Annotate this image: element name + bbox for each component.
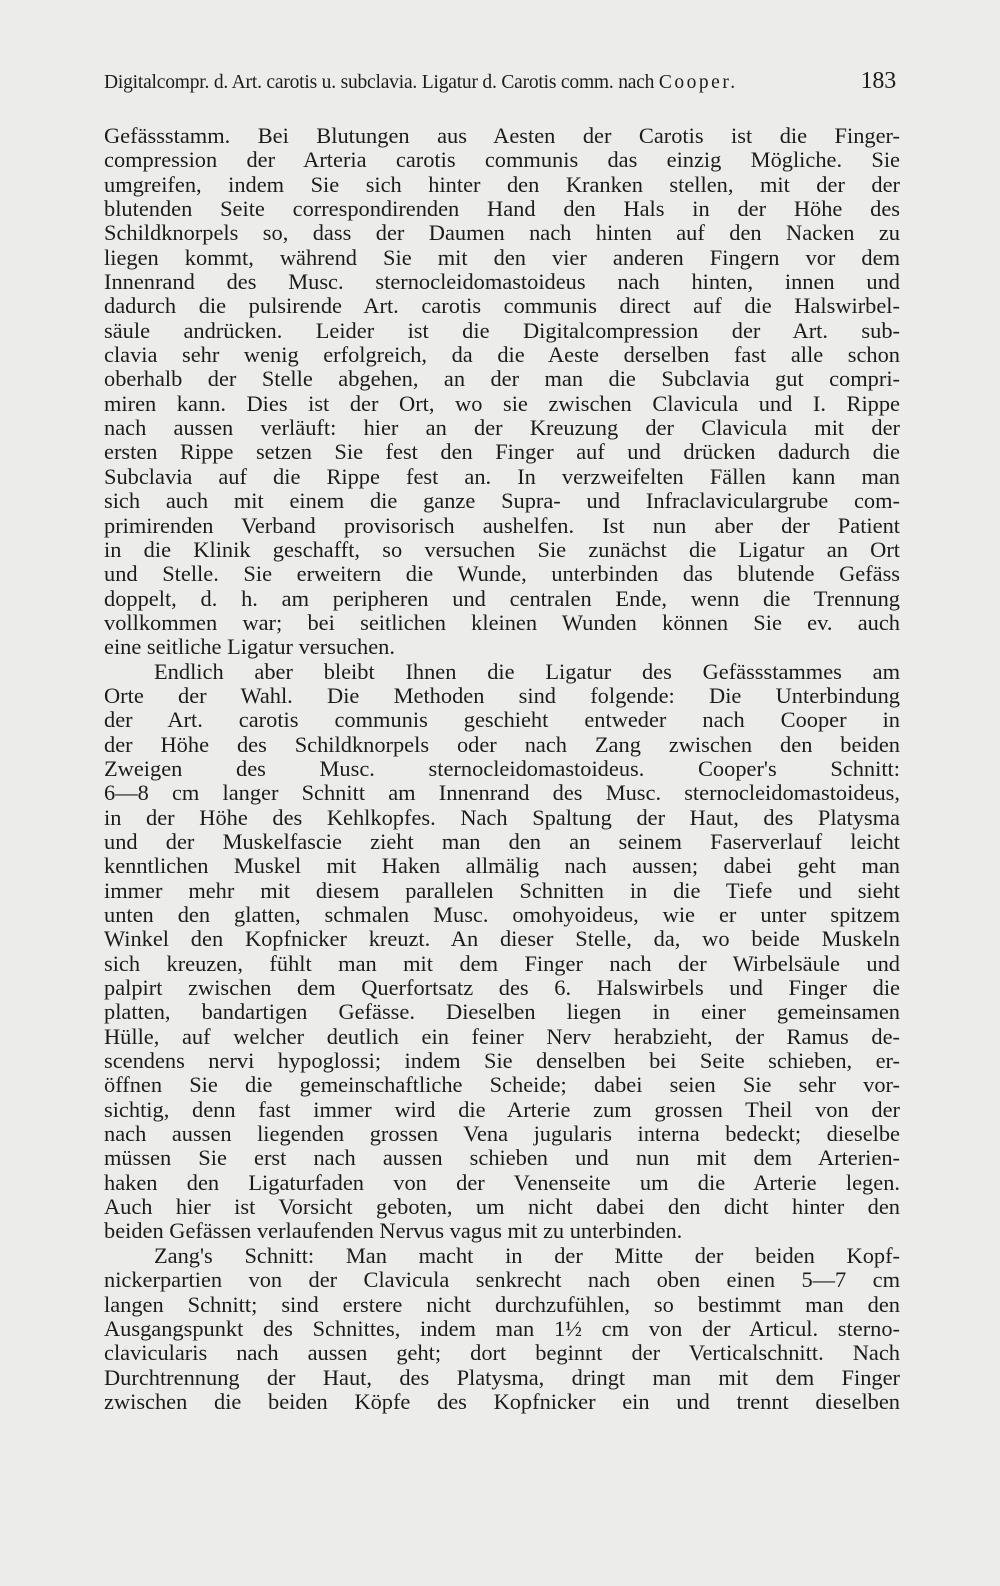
text-line: und der Muskelfascie zieht man den an seinem Faserverlauf leicht	[104, 829, 900, 854]
text-line: platten, bandartigen Gefässe. Dieselben liegen in einer gemeinsamen	[104, 1000, 900, 1025]
text-line: in die Klinik geschafft, so versuchen Sie zunächst die Ligatur an Ort	[104, 537, 900, 562]
text-line: müssen Sie erst nach aussen schieben und nun mit dem Arterien-	[104, 1146, 900, 1171]
text-line: Orte der Wahl. Die Methoden sind folgende: Die Unterbindung	[104, 683, 900, 708]
text-line: Winkel den Kopfnicker kreuzt. An dieser Stelle, da, wo beide Muskeln	[104, 927, 900, 952]
text-line: langen Schnitt; sind erstere nicht durchzufühlen, so bestimmt man den	[104, 1292, 900, 1317]
text-line: Zweigen des Musc. sternocleidomastoideus. Cooper's Schnitt:	[104, 756, 900, 781]
text-line: oberhalb der Stelle abgehen, an der man die Subclavia gut compri-	[104, 367, 900, 392]
text-line: sich auch mit einem die ganze Supra- und Infraclaviculargrube com-	[104, 489, 900, 514]
text-line: beiden Gefässen verlaufenden Nervus vagus mit zu unterbinden.	[104, 1219, 683, 1244]
text-line: kenntlichen Muskel mit Haken allmälig nach aussen; dabei geht man	[104, 854, 900, 879]
running-title-author: Cooper.	[658, 72, 738, 93]
text-line: vollkommen war; bei seitlichen kleinen Wunden können Sie ev. auch	[104, 610, 900, 635]
text-line: doppelt, d. h. am peripheren und centralen Ende, wenn die Trennung	[104, 586, 900, 611]
text-line: Gefässstamm. Bei Blutungen aus Aesten der Carotis ist die Finger-	[104, 124, 900, 148]
text-line: ersten Rippe setzen Sie fest den Finger auf und drücken dadurch die	[104, 440, 900, 465]
text-line: Auch hier ist Vorsicht geboten, um nicht dabei den dicht hinter den	[104, 1195, 900, 1220]
text-line: sichtig, denn fast immer wird die Arterie zum grossen Theil von der	[104, 1097, 900, 1122]
text-line: palpirt zwischen dem Querfortsatz des 6. Halswirbels und Finger die	[104, 976, 900, 1001]
text-line: sich kreuzen, fühlt man mit dem Finger nach der Wirbelsäule und	[104, 951, 900, 976]
text-line: unten den glatten, schmalen Musc. omohyoideus, wie er unter spitzem	[104, 903, 900, 927]
text-line: immer mehr mit diesem parallelen Schnitten in die Tiefe und sieht	[104, 878, 900, 903]
text-line: und Stelle. Sie erweitern die Wunde, unterbinden das blutende Gefäss	[104, 562, 900, 587]
text-line: zwischen die beiden Köpfe des Kopfnicker ein und trennt dieselben	[104, 1389, 900, 1414]
text-line: clavia sehr wenig erfolgreich, da die Aeste derselben fast alle schon	[104, 343, 900, 368]
text-line: Hülle, auf welcher deutlich ein feiner Nerv herabzieht, der Ramus de-	[104, 1024, 900, 1049]
text-line: Endlich aber bleibt Ihnen die Ligatur des Gefässstammes am	[154, 659, 900, 684]
text-line: Ausgangspunkt des Schnittes, indem man 1½ cm von der Articul. sterno-	[104, 1316, 900, 1341]
text-line: haken den Ligaturfaden von der Venenseite um die Arterie legen.	[104, 1170, 900, 1195]
text-line: nach aussen verläuft: hier an der Kreuzung der Clavicula mit der	[104, 416, 900, 441]
text-line: dadurch die pulsirende Art. carotis communis direct auf die Halswirbel-	[104, 294, 900, 319]
text-line: scendens nervi hypoglossi; indem Sie denselben bei Seite schieben, er-	[104, 1049, 900, 1074]
text-line: Subclavia auf die Rippe fest an. In verzweifelten Fällen kann man	[104, 464, 900, 489]
text-line: nickerpartien von der Clavicula senkrecht nach oben einen 5—7 cm	[104, 1268, 900, 1293]
text-line: der Höhe des Schildknorpels oder nach Zang zwischen den beiden	[104, 732, 900, 757]
text-line: nach aussen liegenden grossen Vena jugularis interna bedeckt; dieselbe	[104, 1122, 900, 1147]
text-line: miren kann. Dies ist der Ort, wo sie zwischen Clavicula und I. Rippe	[104, 391, 900, 416]
running-title: Digitalcompr. d. Art. carotis u. subclavia. Ligatur d. Carotis comm. nach Cooper.	[104, 72, 738, 93]
text-line: Schildknorpels so, dass der Daumen nach hinten auf den Nacken zu	[104, 221, 900, 246]
text-line: liegen kommt, während Sie mit den vier anderen Fingern vor dem	[104, 245, 900, 270]
text-line: eine seitliche Ligatur versuchen.	[104, 635, 395, 660]
text-line: umgreifen, indem Sie sich hinter den Kranken stellen, mit der der	[104, 172, 900, 197]
text-line: primirenden Verband provisorisch aushelfen. Ist nun aber der Patient	[104, 513, 900, 538]
text-line: blutenden Seite correspondirenden Hand den Hals in der Höhe des	[104, 197, 900, 222]
text-line: clavicularis nach aussen geht; dort beginnt der Verticalschnitt. Nach	[104, 1341, 900, 1366]
text-line: Innenrand des Musc. sternocleidomastoideus nach hinten, innen und	[104, 270, 900, 295]
text-line: Durchtrennung der Haut, des Platysma, dringt man mit dem Finger	[104, 1365, 900, 1390]
page-number: 183	[860, 68, 896, 94]
body-text	[104, 124, 900, 1414]
text-line: der Art. carotis communis geschieht entweder nach Cooper in	[104, 708, 900, 733]
text-line: Zang's Schnitt: Man macht in der Mitte der beiden Kopf-	[154, 1243, 900, 1268]
text-line: öffnen Sie die gemeinschaftliche Scheide; dabei seien Sie sehr vor-	[104, 1073, 900, 1098]
text-line: compression der Arteria carotis communis das einzig Mögliche. Sie	[104, 148, 900, 173]
text-line: säule andrücken. Leider ist die Digitalcompression der Art. sub-	[104, 318, 900, 343]
text-line: in der Höhe des Kehlkopfes. Nach Spaltung der Haut, des Platysma	[104, 805, 900, 830]
running-header	[104, 68, 896, 95]
text-line: 6—8 cm langer Schnitt am Innenrand des Musc. sternocleidomastoideus,	[104, 781, 900, 806]
